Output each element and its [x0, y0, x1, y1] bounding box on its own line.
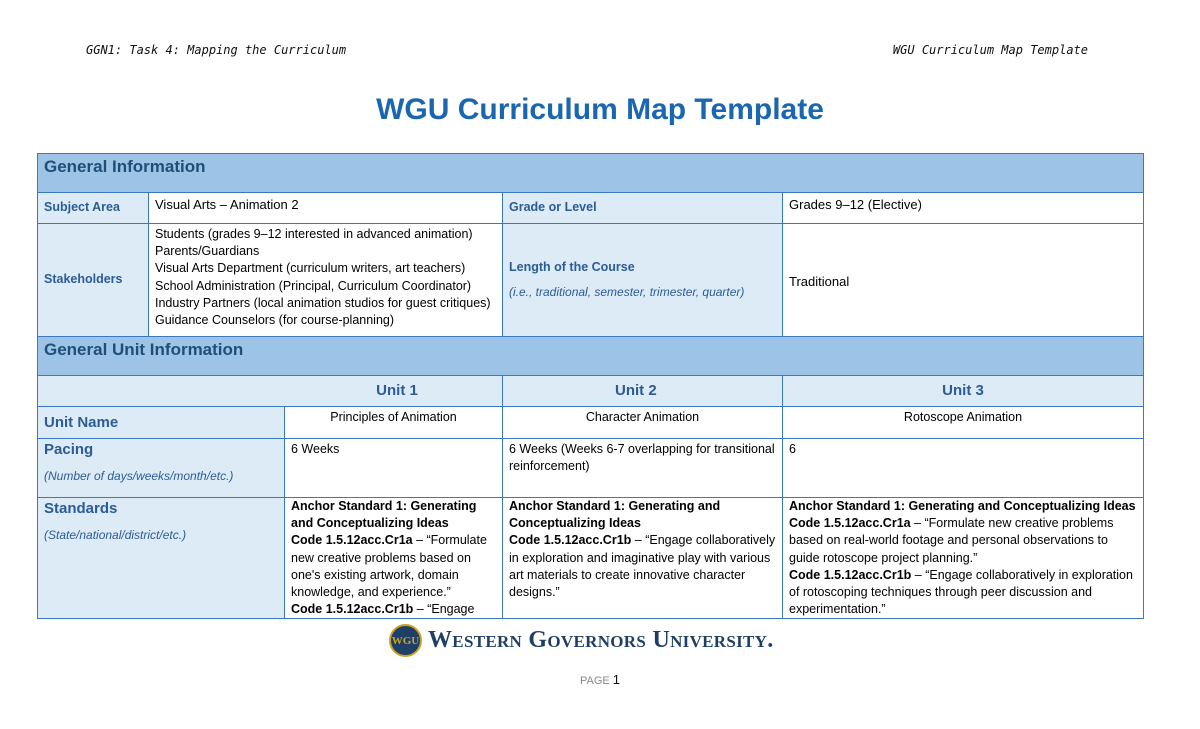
- section-general-information: General Information: [38, 154, 1144, 193]
- curriculum-map-table: [37, 153, 1144, 619]
- stakeholder-item: Parents/Guardians: [155, 244, 260, 259]
- unit-3-standard-text-2: – “Engage collaboratively in exploration of rotoscoping techniques through peer discussion and experimentation.”: [789, 567, 1133, 617]
- unit-3-standard-code-1: Code 1.5.12acc.Cr1a: [789, 516, 911, 531]
- unit-1-name: Principles of Animation: [285, 407, 503, 439]
- unit-1-standard-code-2: Code 1.5.12acc.Cr1b: [291, 602, 414, 617]
- unit-2-standard-text-1: – “Engage collaboratively in exploration and imaginative play with various art materials to create innovative character designs.”: [509, 533, 776, 600]
- unit-3-pacing: 6: [783, 439, 1144, 498]
- subject-area-value: Visual Arts – Animation 2: [149, 193, 503, 224]
- unit-3-heading: Unit 3: [783, 376, 1144, 407]
- wgu-wordmark: Western Governors University.: [428, 627, 774, 653]
- page-label: PAGE: [580, 675, 610, 687]
- stakeholders-label: Stakeholders: [38, 224, 149, 337]
- page-footer: [0, 672, 1200, 687]
- unit-1-heading: Unit 1: [38, 376, 503, 407]
- unit-3-standards: [783, 498, 1144, 619]
- stakeholder-item: Industry Partners (local animation studios for guest critiques): [155, 295, 491, 310]
- unit-2-pacing: 6 Weeks (Weeks 6-7 overlapping for transitional reinforcement): [503, 439, 783, 498]
- document-title: WGU Curriculum Map Template: [376, 93, 824, 126]
- stakeholder-item: Visual Arts Department (curriculum writers, art teachers): [155, 261, 466, 276]
- pacing-note: (Number of days/weeks/month/etc.): [44, 469, 234, 484]
- unit-1-pacing: 6 Weeks: [285, 439, 503, 498]
- stakeholder-item: Students (grades 9–12 interested in advanced animation): [155, 227, 473, 241]
- standards-label: Standards: [44, 500, 118, 517]
- stakeholders-list: [149, 224, 503, 337]
- unit-2-anchor-standard: Anchor Standard 1: Generating and Conceptualizing Ideas: [509, 499, 721, 531]
- unit-3-standard-text-1: – “Formulate new creative problems based on real-world footage and personal observations to guide rotoscope project planning.”: [789, 516, 1114, 565]
- section-general-unit-information: General Unit Information: [38, 337, 1144, 376]
- pacing-label-cell: [38, 439, 285, 498]
- unit-1-standards: [285, 498, 503, 619]
- subject-area-label: Subject Area: [38, 193, 149, 224]
- stakeholder-item: Guidance Counselors (for course-planning): [155, 313, 395, 328]
- unit-3-name: Rotoscope Animation: [783, 407, 1144, 439]
- unit-1-standard-text-1: – “Formulate new creative problems based on one's existing artwork, domain knowledge, and experience.”: [291, 533, 487, 600]
- unit-3-standard-code-2: Code 1.5.12acc.Cr1b: [789, 567, 912, 582]
- wgu-logo: [389, 624, 774, 657]
- unit-1-standard-code-1: Code 1.5.12acc.Cr1a: [291, 533, 413, 548]
- unit-1-anchor-standard: Anchor Standard 1: Generating and Conceptualizing Ideas: [291, 499, 477, 531]
- running-header-left: GGN1: Task 4: Mapping the Curriculum: [86, 43, 347, 57]
- course-length-note: (i.e., traditional, semester, trimester, quarter): [509, 285, 745, 299]
- unit-2-standards: [503, 498, 783, 619]
- grade-level-value: Grades 9–12 (Elective): [783, 193, 1144, 224]
- standards-note: (State/national/district/etc.): [44, 528, 187, 543]
- page-number: 1: [612, 672, 620, 687]
- wgu-seal-icon: WGU: [389, 624, 422, 657]
- pacing-label: Pacing: [44, 441, 94, 458]
- unit-1-standard-text-2: – “Engage: [413, 602, 475, 617]
- course-length-value: Traditional: [783, 224, 1144, 337]
- grade-level-label: Grade or Level: [503, 193, 783, 224]
- unit-2-standard-code-1: Code 1.5.12acc.Cr1b: [509, 533, 632, 548]
- standards-label-cell: [38, 498, 285, 619]
- unit-2-heading: Unit 2: [503, 376, 783, 407]
- unit-name-label: Unit Name: [38, 407, 285, 439]
- course-length-label: Length of the Course: [509, 259, 635, 274]
- running-header-right: WGU Curriculum Map Template: [892, 43, 1088, 57]
- course-length-cell: [503, 224, 783, 337]
- unit-2-name: Character Animation: [503, 407, 783, 439]
- stakeholder-item: School Administration (Principal, Curriculum Coordinator): [155, 278, 472, 293]
- unit-3-anchor-standard: Anchor Standard 1: Generating and Conceptualizing Ideas: [789, 499, 1136, 513]
